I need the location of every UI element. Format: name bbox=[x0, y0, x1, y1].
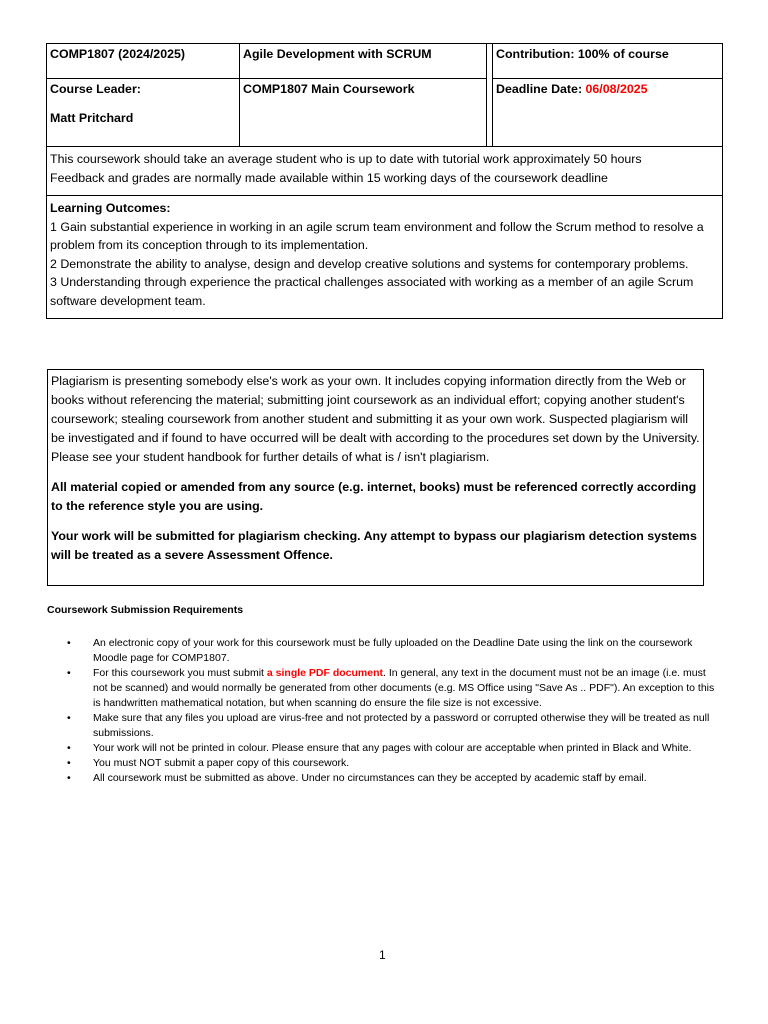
pdf-highlight: a single PDF document bbox=[266, 667, 383, 679]
deadline-date: 06/08/2025 bbox=[585, 82, 648, 96]
list-item bbox=[47, 756, 723, 771]
page-number: 1 bbox=[379, 948, 386, 962]
list-item bbox=[47, 711, 723, 741]
requirement-text: You must NOT submit a paper copy of this coursework. bbox=[93, 757, 350, 769]
requirements-list bbox=[47, 636, 723, 786]
requirement-text: All coursework must be submitted as above. Under no circumstances can they be accepted by academic staff by email. bbox=[93, 772, 647, 784]
course-leader-name: Matt Pritchard bbox=[50, 111, 134, 125]
requirement-text: For this coursework you must submit bbox=[93, 667, 267, 679]
requirements-title: Coursework Submission Requirements bbox=[47, 604, 244, 616]
plagiarism-box bbox=[47, 369, 704, 586]
list-item bbox=[47, 741, 723, 756]
coursework-title-cell: COMP1807 Main Coursework bbox=[240, 79, 487, 147]
course-title-cell: Agile Development with SCRUM bbox=[240, 44, 487, 79]
workload-line-1: This coursework should take an average student who is up to date with tutorial work approximately 50 hours bbox=[50, 152, 642, 166]
requirement-text: Make sure that any files you upload are virus-free and not protected by a password or corrupted otherwise they will be treated as null submissions. bbox=[93, 712, 710, 739]
workload-line-2: Feedback and grades are normally made available within 15 working days of the coursework deadline bbox=[50, 170, 608, 185]
bullet-icon: • bbox=[67, 772, 71, 784]
learning-outcomes-cell bbox=[47, 196, 723, 319]
deadline-cell bbox=[493, 79, 723, 147]
learning-outcome-1: 1 Gain substantial experience in working in an agile scrum team environment and follow the Scrum method to resolve a problem from its conception through to its implementation. bbox=[50, 219, 704, 252]
learning-outcomes-title: Learning Outcomes: bbox=[50, 201, 171, 215]
requirement-text: Your work will not be printed in colour. Please ensure that any pages with colour are acceptable when printed in Black and White. bbox=[93, 742, 692, 754]
requirement-text: . In general, any text in the document must not be an image (i.e. must not be scanned) and would normally be generated from other documents (e.g. MS Office using "Save As .. PDF"). An exception to this is handwritten mathematical notation, but when scanning do ensure the file size is not excessive. bbox=[93, 667, 715, 709]
workload-cell bbox=[47, 147, 723, 196]
plagiarism-paragraph-1: Plagiarism is presenting somebody else's work as your own. It includes copying information directly from the Web or books without referencing the material; submitting joint coursework as an individual effort; copying another student's coursework; stealing coursework from another student and submitting it as your own work. Suspected plagiarism will be investigated and if found to have occurred will be dealt with according to the procedures set down by the University. Please see your student handbook for further details of what is / isn't plagiarism. bbox=[51, 374, 700, 464]
bullet-icon: • bbox=[67, 757, 71, 769]
list-item bbox=[47, 666, 723, 711]
requirement-text: An electronic copy of your work for this coursework must be fully uploaded on the Deadline Date using the link on the coursework Moodle page for COMP1807. bbox=[93, 637, 693, 664]
course-code-cell: COMP1807 (2024/2025) bbox=[47, 44, 240, 79]
coursework-header-table bbox=[46, 43, 723, 319]
course-leader-cell bbox=[47, 79, 240, 147]
bullet-icon: • bbox=[67, 742, 71, 754]
contribution-cell: Contribution: 100% of course bbox=[493, 44, 723, 79]
deadline-label: Deadline Date: bbox=[496, 82, 586, 96]
bullet-icon: • bbox=[67, 637, 71, 649]
list-item bbox=[47, 771, 723, 786]
list-item bbox=[47, 636, 723, 666]
course-leader-label: Course Leader: bbox=[50, 82, 141, 96]
learning-outcome-2: 2 Demonstrate the ability to analyse, design and develop creative solutions and systems for contemporary problems. bbox=[50, 256, 689, 271]
plagiarism-paragraph-2: All material copied or amended from any source (e.g. internet, books) must be referenced correctly according to the reference style you are using. bbox=[51, 480, 697, 513]
learning-outcome-3: 3 Understanding through experience the practical challenges associated with working as a member of an agile Scrum software development team. bbox=[50, 275, 694, 308]
plagiarism-paragraph-3: Your work will be submitted for plagiarism checking. Any attempt to bypass our plagiarism detection systems will be treated as a severe Assessment Offence. bbox=[51, 529, 697, 562]
bullet-icon: • bbox=[67, 667, 71, 679]
bullet-icon: • bbox=[67, 712, 71, 724]
